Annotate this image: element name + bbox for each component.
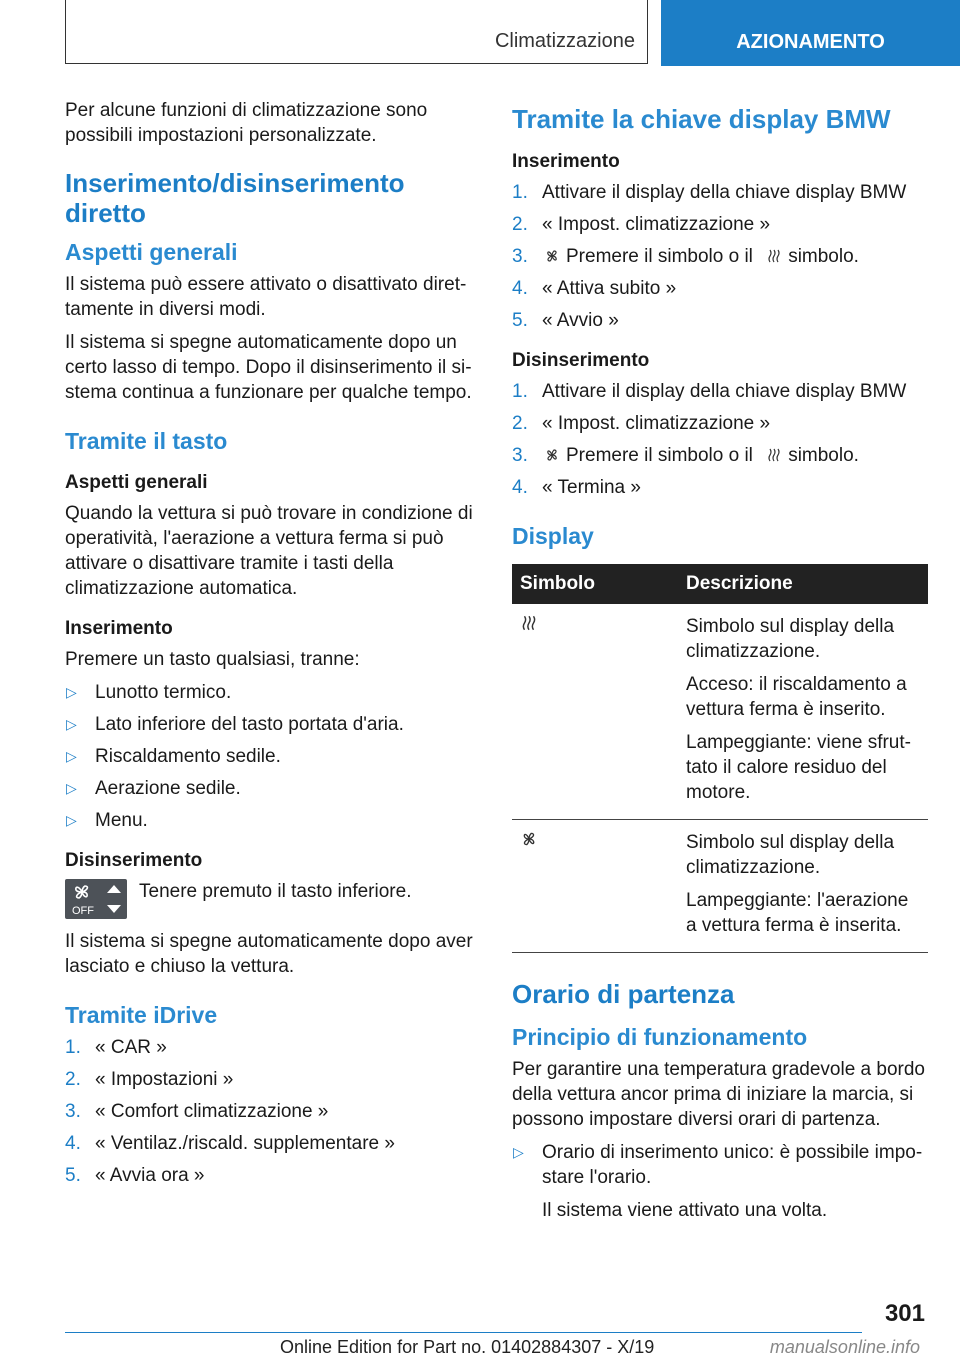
fan-off-button-image — [65, 879, 127, 919]
triangle-bullet-icon: ▷ — [66, 748, 77, 764]
page-number: 301 — [884, 1300, 925, 1327]
list-item: 2. « Impost. climatizzazione » — [512, 214, 771, 235]
heading-general: Aspetti generali — [65, 239, 238, 265]
left-column — [65, 98, 480, 1195]
fan-icon — [71, 882, 93, 902]
triangle-bullet-icon: ▷ — [66, 684, 77, 700]
list-item: 1. Attivare il display della chiave display BMW — [512, 182, 907, 203]
heater-icon — [766, 247, 782, 265]
table-header-row — [512, 564, 928, 604]
right-column — [512, 98, 928, 1231]
heading-off: Disinserimento — [65, 850, 203, 871]
heater-icon — [520, 614, 538, 632]
button-general-text: Quando la vettura si può trovare in condizione di operatività, l'aerazione a vettura ferma si può attivare o disattivare tramite i tasti della climatizzazione automatica. — [65, 503, 473, 599]
table-row: Simbolo sul display della climatizzazione. Acceso: il riscaldamento a vettura ferma è inserito. Lampeggiante: viene sfruttato il calore residuo del motore. — [512, 604, 928, 820]
heading-key: Tramite la chiave display BMW — [512, 104, 891, 134]
key-off-steps — [512, 379, 928, 500]
on-exceptions-list — [65, 680, 480, 833]
triangle-bullet-icon: ▷ — [513, 1144, 524, 1160]
fan-icon — [544, 247, 560, 265]
column-header-description: Descrizione — [678, 564, 928, 604]
departure-list — [512, 1140, 928, 1223]
footer-divider — [65, 1332, 862, 1333]
triangle-bullet-icon: ▷ — [66, 780, 77, 796]
column-header-symbol: Simbolo — [512, 564, 678, 604]
list-item: ▷ Menu. — [66, 810, 148, 831]
chapter-tab: AZIONAMENTO — [661, 0, 960, 66]
section-tab — [65, 0, 648, 64]
principle-text: Per garantire una temperatura gradevole a bordo della vettura ancor prima di iniziare la marcia, si possono impostare diversi orari di partenza. — [512, 1059, 925, 1130]
fan-icon — [544, 446, 560, 464]
list-item: 2. « Impost. climatizzazione » — [512, 413, 771, 434]
table-row: Simbolo sul display della climatizzazione. Lampeggiante: l'aerazione a vettura ferma è inserita. — [512, 820, 928, 953]
off-label: OFF — [72, 905, 94, 917]
heading-button: Tramite il tasto — [65, 428, 228, 454]
on-text: Premere un tasto qualsiasi, tranne: — [65, 649, 360, 670]
heading-key-off: Disinserimento — [512, 350, 650, 371]
list-item: 4. « Attiva subito » — [512, 278, 677, 299]
triangle-down-icon — [107, 905, 121, 913]
heading-direct: Inserimento/disinserimento diretto — [65, 168, 405, 228]
list-item: ▷ Lato inferiore del tasto portata d'aria. — [66, 714, 404, 735]
list-item: 3. « Comfort climatizzazione » — [65, 1101, 329, 1122]
idrive-steps — [65, 1035, 480, 1188]
general-text-2: Il sistema si spegne automaticamente dopo un certo lasso di tempo. Dopo il disinserimento il sistema continua a funzionare per qualche tempo. — [65, 332, 472, 403]
heading-display: Display — [512, 523, 594, 549]
heater-icon — [766, 446, 782, 464]
heading-departure: Orario di partenza — [512, 979, 735, 1009]
list-item: 2. « Impostazioni » — [65, 1069, 234, 1090]
section-title: Climatizzazione — [494, 30, 635, 52]
off-text-2: Il sistema si spegne automaticamente dopo aver lasciato e chiuso la vettura. — [65, 931, 473, 977]
edition-text: Online Edition for Part no. 01402884307 - X/19 — [280, 1337, 655, 1357]
list-item: 3. Premere il simbolo o il simbolo. — [512, 445, 859, 466]
off-text: Tenere premuto il tasto inferiore. — [139, 881, 412, 902]
heading-idrive: Tramite iDrive — [65, 1002, 218, 1028]
heading-key-on: Inserimento — [512, 151, 620, 172]
intro-text: Per alcune funzioni di climatizzazione sono possibili impostazioni personalizzate. — [65, 100, 428, 146]
page-header — [0, 0, 960, 66]
list-item: 1. Attivare il display della chiave display BMW — [512, 381, 907, 402]
list-item: 3. Premere il simbolo o il simbolo. — [512, 246, 859, 267]
triangle-up-icon — [107, 885, 121, 893]
list-item: 5. « Avvio » — [512, 310, 619, 331]
list-item: ▷ Aerazione sedile. — [66, 778, 241, 799]
list-item: 4. « Termina » — [512, 477, 641, 498]
list-item: 5. « Avvia ora » — [65, 1165, 205, 1186]
key-on-steps — [512, 180, 928, 333]
list-item: ▷ Riscaldamento sedile. — [66, 746, 281, 767]
heading-button-general: Aspetti generali — [65, 472, 208, 493]
list-item: 1. « CAR » — [65, 1037, 167, 1058]
triangle-bullet-icon: ▷ — [66, 812, 77, 828]
general-text-1: Il sistema può essere attivato o disattivato direttamente in diversi modi. — [65, 274, 467, 320]
list-item: 4. « Ventilaz./riscald. supplementare » — [65, 1133, 395, 1154]
list-item: ▷ Orario di inserimento unico: è possibile impostare l'orario. Il sistema viene attivato una volta. — [513, 1142, 923, 1221]
heading-principle: Principio di funzionamento — [512, 1024, 808, 1050]
list-item: ▷ Lunotto termico. — [66, 682, 232, 703]
heading-on: Inserimento — [65, 618, 173, 639]
triangle-bullet-icon: ▷ — [66, 716, 77, 732]
watermark: manualsonline.info — [769, 1337, 920, 1357]
symbol-table — [512, 564, 928, 953]
fan-icon — [520, 830, 538, 848]
